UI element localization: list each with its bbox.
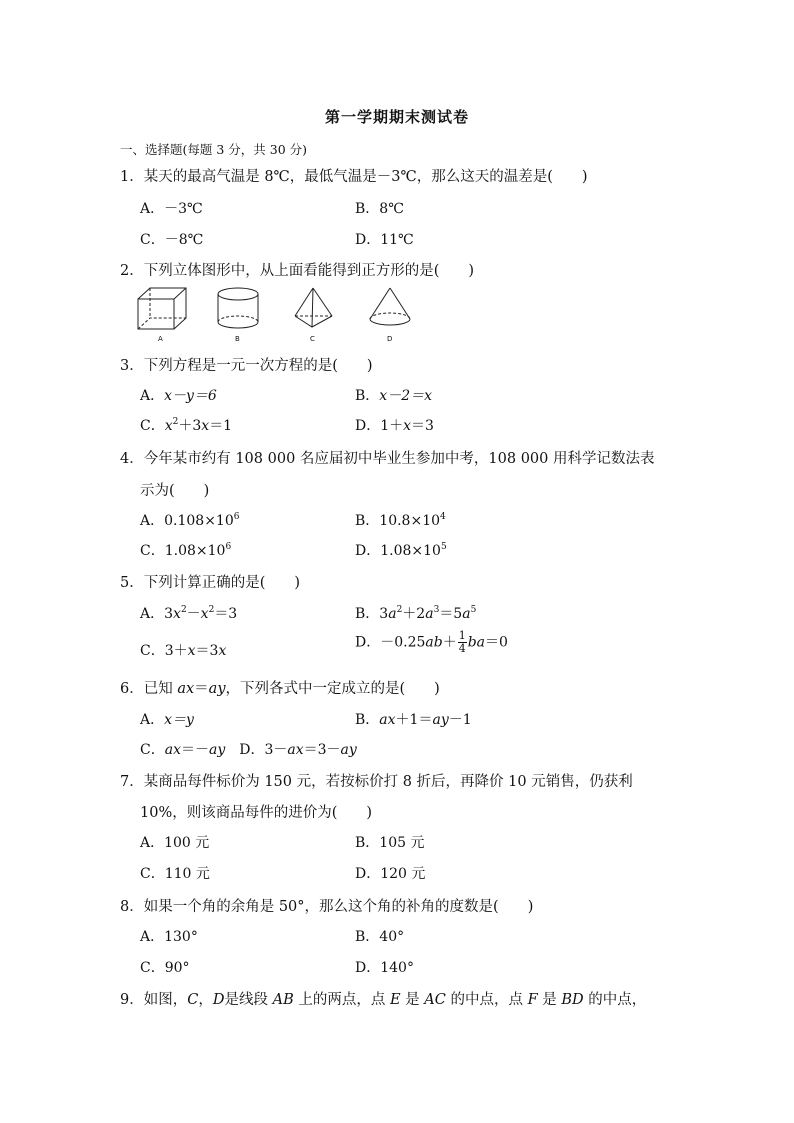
cylinder-icon <box>218 288 258 328</box>
q5-option-a: A．$3x^2-x^2=3$ <box>140 605 238 622</box>
page-title: 第一学期期末测试卷 <box>324 108 469 126</box>
q8-option-c: C．90° <box>140 960 190 976</box>
question-8-stem: 8．如果一个角的余角是 50°，那么这个角的补角的度数是( ) <box>120 899 534 915</box>
fraction-one-quarter: $\frac{1}{4}$ <box>458 629 466 655</box>
question-6-stem: 6．已知 ax＝ay，下列各式中一定成立的是( ) <box>120 681 440 697</box>
q1-option-a: A．－3℃ <box>140 201 203 217</box>
q3-option-a: A．x－y＝6 <box>140 388 217 404</box>
q3-option-b: B．x－2＝x <box>355 388 432 404</box>
section-heading: 一、选择题(每题 3 分，共 30 分) <box>120 142 308 157</box>
q1-option-b: B．8℃ <box>355 201 404 217</box>
question-4-stem: 4．今年某市约有 108 000 名应届初中毕业生参加中考，108 000 用科学记数法表 <box>120 451 655 467</box>
q1-option-d: D．11℃ <box>355 232 414 248</box>
q8-option-b: B．40° <box>355 929 405 945</box>
figure-label-a: A <box>158 335 163 343</box>
question-5-stem: 5．下列计算正确的是( ) <box>120 575 301 591</box>
figure-label-c: C <box>310 335 315 343</box>
question-2-stem: 2．下列立体图形中，从上面看能得到正方形的是( ) <box>120 263 475 279</box>
q6-option-b: B．ax＋1＝ay－1 <box>355 712 472 728</box>
q7-option-c: C．110 元 <box>140 866 210 882</box>
q7-option-b: B．105 元 <box>355 835 425 851</box>
q5-option-b: B．$3a^2+2a^3=5a^5$ <box>355 605 477 622</box>
q3-option-c: C．$x^2+3x=1$ <box>140 417 233 434</box>
question-9-stem: 9．如图，C，D是线段 AB 上的两点，点 E 是 AC 的中点，点 F 是 BD 的中点， <box>120 992 647 1008</box>
q1-option-c: C．－8℃ <box>140 232 204 248</box>
solid-figures <box>130 283 430 349</box>
cone-icon <box>370 288 410 325</box>
pyramid-icon <box>295 288 332 327</box>
q6-option-a: A．x＝y <box>140 712 194 728</box>
q8-option-a: A．130° <box>140 929 198 945</box>
figure-label-b: B <box>235 335 240 343</box>
question-3-stem: 3．下列方程是一元一次方程的是( ) <box>120 358 373 374</box>
question-7-stem: 7．某商品每件标价为 150 元，若按标价打 8 折后，再降价 10 元销售，仍获利 <box>120 774 633 790</box>
cube-icon <box>138 288 186 329</box>
q7-option-d: D．120 元 <box>355 866 426 882</box>
q8-option-d: D．140° <box>355 960 414 976</box>
q4-option-a: A．$0.108\times 10^6$ <box>140 512 240 529</box>
q6-options-c-d: C．ax＝－ay D．3－ax＝3－ay <box>140 742 357 758</box>
q5-option-c: C．3＋x＝3x <box>140 643 227 659</box>
question-4-stem-cont: 示为( ) <box>140 483 210 499</box>
q4-option-d: D．$1.08\times 10^5$ <box>355 542 447 559</box>
q3-option-d: D．1＋x＝3 <box>355 418 434 434</box>
q4-option-b: B．$10.8\times 10^4$ <box>355 512 446 529</box>
q4-option-c: C．$1.08\times 10^6$ <box>140 542 232 559</box>
figure-label-d: D <box>387 335 393 343</box>
q5-option-d: D．－0.25ab＋ $\frac{1}{4}$ ba＝0 <box>355 629 508 655</box>
question-1-stem: 1．某天的最高气温是 8℃，最低气温是－3℃，那么这天的温差是( ) <box>120 169 588 185</box>
question-7-stem-cont: 10%，则该商品每件的进价为( ) <box>140 805 373 821</box>
q7-option-a: A．100 元 <box>140 835 210 851</box>
